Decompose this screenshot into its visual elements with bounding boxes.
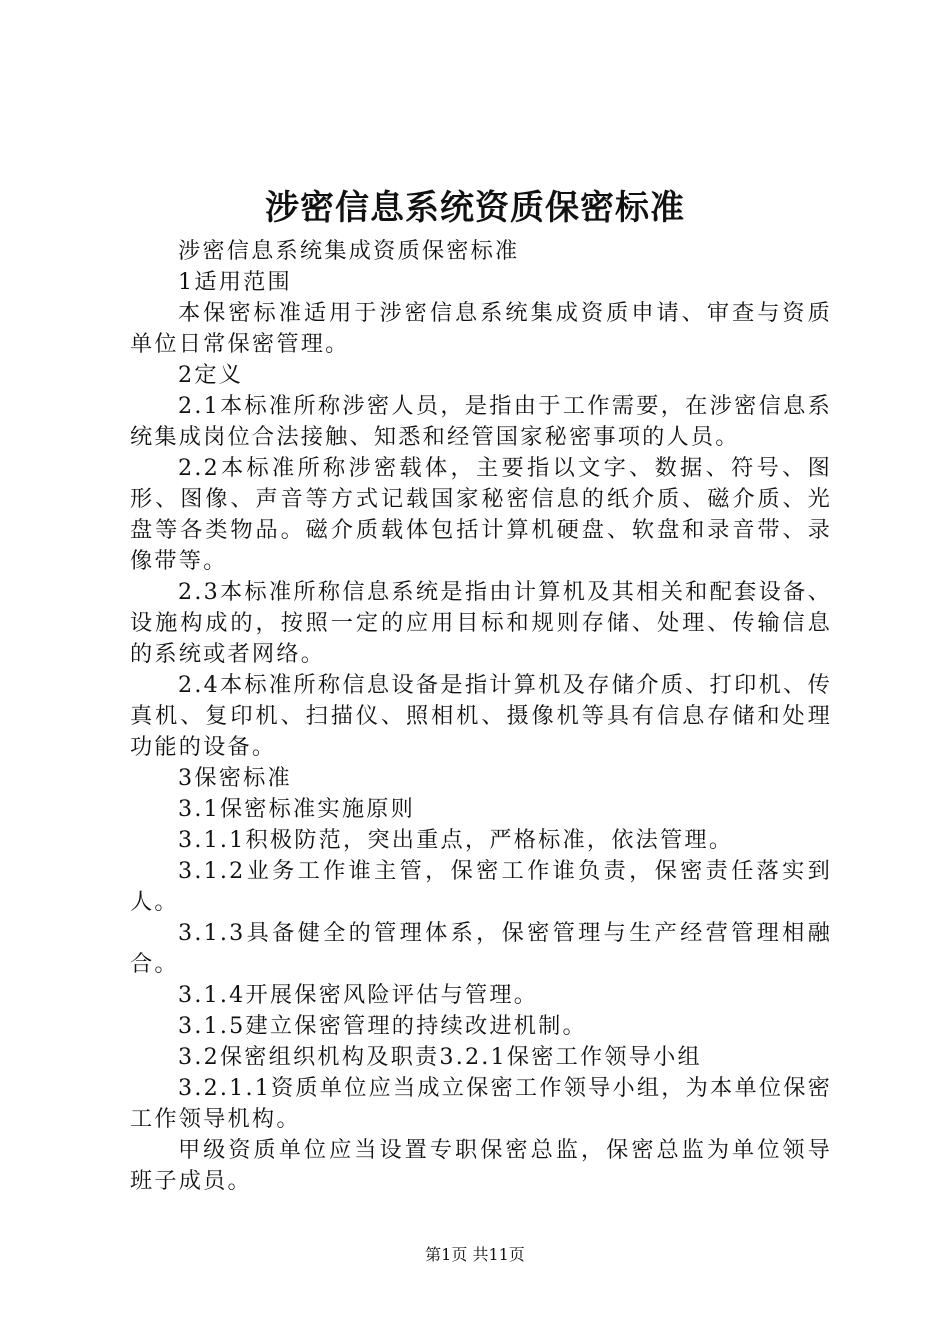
document-title: 涉密信息系统资质保密标准 (265, 188, 685, 228)
paragraph: 甲级资质单位应当设置专职保密总监，保密总监为单位领导班子成员。 (130, 1137, 832, 1194)
paragraph: 3.2.1.1资质单位应当成立保密工作领导小组，为本单位保密工作领导机构。 (130, 1075, 832, 1132)
document-body (130, 236, 832, 1197)
paragraph: 2定义 (178, 362, 244, 388)
paragraph: 3.2保密组织机构及职责3.2.1保密工作领导小组 (178, 1044, 702, 1070)
paragraph: 3.1.3具备健全的管理体系，保密管理与生产经营管理相融合。 (130, 920, 832, 977)
paragraph: 3.1保密标准实施原则 (178, 796, 415, 822)
paragraph: 3.1.5建立保密管理的持续改进机制。 (178, 1013, 587, 1039)
page-footer: 第1页 共11页 (425, 1245, 525, 1264)
paragraph: 2.3本标准所称信息系统是指由计算机及其相关和配套设备、设施构成的，按照一定的应用目标和规则存储、处理、传输信息的系统或者网络。 (130, 579, 832, 667)
paragraph: 2.1本标准所称涉密人员，是指由于工作需要，在涉密信息系统集成岗位合法接触、知悉和经管国家秘密事项的人员。 (130, 393, 832, 450)
paragraph: 2.4本标准所称信息设备是指计算机及存储介质、打印机、传真机、复印机、扫描仪、照相机、摄像机等具有信息存储和处理功能的设备。 (130, 672, 832, 760)
paragraph: 本保密标准适用于涉密信息系统集成资质申请、审查与资质单位日常保密管理。 (130, 300, 832, 357)
paragraph: 1适用范围 (178, 269, 292, 295)
paragraph: 3.1.1积极防范，突出重点，严格标准，依法管理。 (178, 827, 734, 853)
paragraph: 3.1.4开展保密风险评估与管理。 (178, 982, 539, 1008)
paragraph: 涉密信息系统集成资质保密标准 (178, 238, 520, 264)
paragraph: 3保密标准 (178, 765, 292, 791)
paragraph: 2.2本标准所称涉密载体，主要指以文字、数据、符号、图形、图像、声音等方式记载国家秘密信息的纸介质、磁介质、光盘等各类物品。磁介质载体包括计算机硬盘、软盘和录音带、录像带等。 (130, 455, 832, 574)
paragraph: 3.1.2业务工作谁主管，保密工作谁负责，保密责任落实到人。 (130, 858, 832, 915)
